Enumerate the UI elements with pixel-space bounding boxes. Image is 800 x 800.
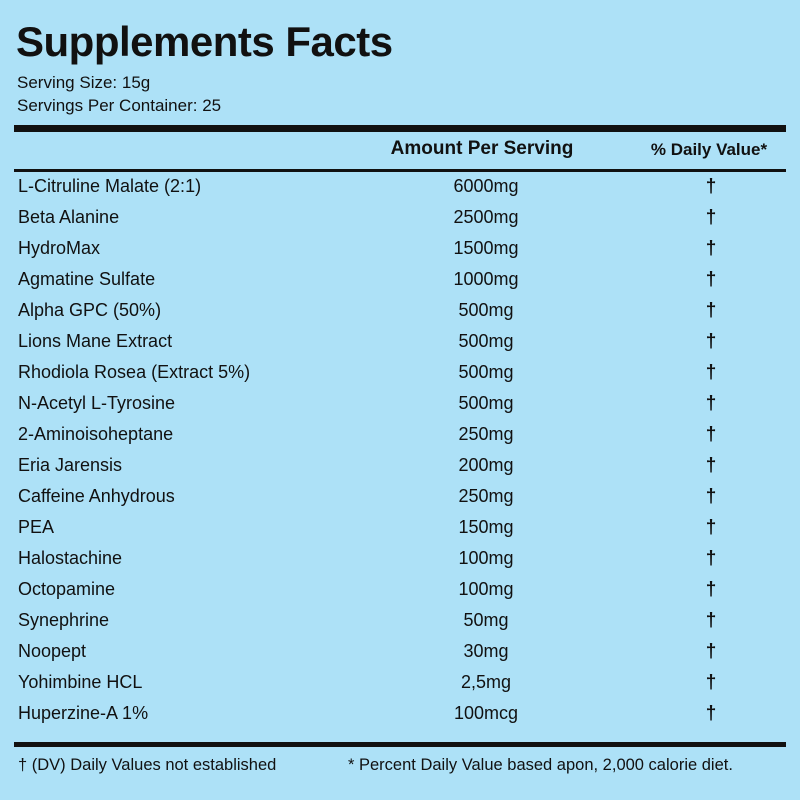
ingredient-daily-value: † bbox=[705, 640, 717, 662]
table-row bbox=[14, 207, 786, 238]
table-row bbox=[14, 610, 786, 641]
ingredient-table bbox=[14, 172, 786, 734]
ingredient-amount: 1500mg bbox=[453, 237, 519, 258]
table-row bbox=[14, 176, 786, 207]
ingredient-amount: 100mg bbox=[458, 578, 514, 599]
header-daily-value: % Daily Value* bbox=[650, 139, 768, 159]
ingredient-name: Eria Jarensis bbox=[18, 454, 123, 475]
ingredient-daily-value: † bbox=[705, 547, 717, 569]
ingredient-amount: 250mg bbox=[458, 423, 514, 444]
ingredient-amount: 500mg bbox=[458, 330, 514, 351]
ingredient-daily-value: † bbox=[705, 268, 717, 290]
footnote-dv-not-established: † (DV) Daily Values not established bbox=[18, 755, 277, 774]
footnote-percent-daily-value: * Percent Daily Value based apon, 2,000 calorie diet. bbox=[348, 755, 733, 774]
ingredient-amount: 2500mg bbox=[453, 206, 519, 227]
ingredient-name: Halostachine bbox=[18, 547, 123, 568]
ingredient-name: Beta Alanine bbox=[18, 206, 120, 227]
table-row bbox=[14, 300, 786, 331]
table-row bbox=[14, 548, 786, 579]
ingredient-name: N-Acetyl L-Tyrosine bbox=[18, 392, 176, 413]
servings-per-container: Servings Per Container: 25 bbox=[17, 96, 222, 116]
ingredient-name: Caffeine Anhydrous bbox=[18, 485, 175, 506]
ingredient-name: Alpha GPC (50%) bbox=[18, 299, 162, 320]
ingredient-daily-value: † bbox=[705, 361, 717, 383]
ingredient-daily-value: † bbox=[705, 702, 717, 724]
ingredient-name: HydroMax bbox=[18, 237, 101, 258]
table-row bbox=[14, 517, 786, 548]
serving-size: Serving Size: 15g bbox=[17, 73, 151, 93]
table-header-row bbox=[14, 132, 786, 167]
ingredient-daily-value: † bbox=[705, 516, 717, 538]
ingredient-amount: 500mg bbox=[458, 361, 514, 382]
ingredient-amount: 500mg bbox=[458, 392, 514, 413]
table-row bbox=[14, 393, 786, 424]
ingredient-daily-value: † bbox=[705, 175, 717, 197]
table-row bbox=[14, 703, 786, 734]
ingredient-amount: 150mg bbox=[458, 516, 514, 537]
ingredient-name: L-Citruline Malate (2:1) bbox=[18, 175, 202, 196]
ingredient-daily-value: † bbox=[705, 609, 717, 631]
ingredient-name: Noopept bbox=[18, 640, 87, 661]
table-row bbox=[14, 269, 786, 300]
ingredient-daily-value: † bbox=[705, 578, 717, 600]
ingredient-name: Synephrine bbox=[18, 609, 110, 630]
table-row bbox=[14, 641, 786, 672]
ingredient-daily-value: † bbox=[705, 299, 717, 321]
ingredient-amount: 250mg bbox=[458, 485, 514, 506]
ingredient-amount: 100mcg bbox=[453, 702, 519, 723]
footnotes bbox=[14, 747, 786, 775]
ingredient-amount: 1000mg bbox=[453, 268, 519, 289]
table-row bbox=[14, 486, 786, 517]
ingredient-name: Huperzine-A 1% bbox=[18, 702, 149, 723]
ingredient-name: Yohimbine HCL bbox=[18, 671, 143, 692]
ingredient-daily-value: † bbox=[705, 454, 717, 476]
ingredient-amount: 6000mg bbox=[453, 175, 519, 196]
ingredient-daily-value: † bbox=[705, 423, 717, 445]
table-row bbox=[14, 672, 786, 703]
ingredient-daily-value: † bbox=[705, 330, 717, 352]
ingredient-amount: 500mg bbox=[458, 299, 514, 320]
ingredient-daily-value: † bbox=[705, 485, 717, 507]
header-amount-per-serving: Amount Per Serving bbox=[390, 137, 574, 159]
page-title: Supplements Facts bbox=[16, 18, 393, 65]
divider-top-thick bbox=[14, 125, 786, 132]
table-row bbox=[14, 238, 786, 269]
ingredient-name: Lions Mane Extract bbox=[18, 330, 173, 351]
ingredient-daily-value: † bbox=[705, 392, 717, 414]
table-row bbox=[14, 455, 786, 486]
ingredient-amount: 100mg bbox=[458, 547, 514, 568]
table-row bbox=[14, 579, 786, 610]
ingredient-name: Rhodiola Rosea (Extract 5%) bbox=[18, 361, 251, 382]
table-row bbox=[14, 424, 786, 455]
table-row bbox=[14, 362, 786, 393]
ingredient-amount: 200mg bbox=[458, 454, 514, 475]
ingredient-daily-value: † bbox=[705, 206, 717, 228]
ingredient-amount: 2,5mg bbox=[460, 671, 512, 692]
ingredient-daily-value: † bbox=[705, 671, 717, 693]
ingredient-name: Agmatine Sulfate bbox=[18, 268, 156, 289]
ingredient-amount: 50mg bbox=[463, 609, 509, 630]
ingredient-amount: 30mg bbox=[463, 640, 509, 661]
ingredient-name: 2-Aminoisoheptane bbox=[18, 423, 174, 444]
ingredient-daily-value: † bbox=[705, 237, 717, 259]
table-row bbox=[14, 331, 786, 362]
ingredient-name: Octopamine bbox=[18, 578, 116, 599]
ingredient-name: PEA bbox=[18, 516, 55, 537]
